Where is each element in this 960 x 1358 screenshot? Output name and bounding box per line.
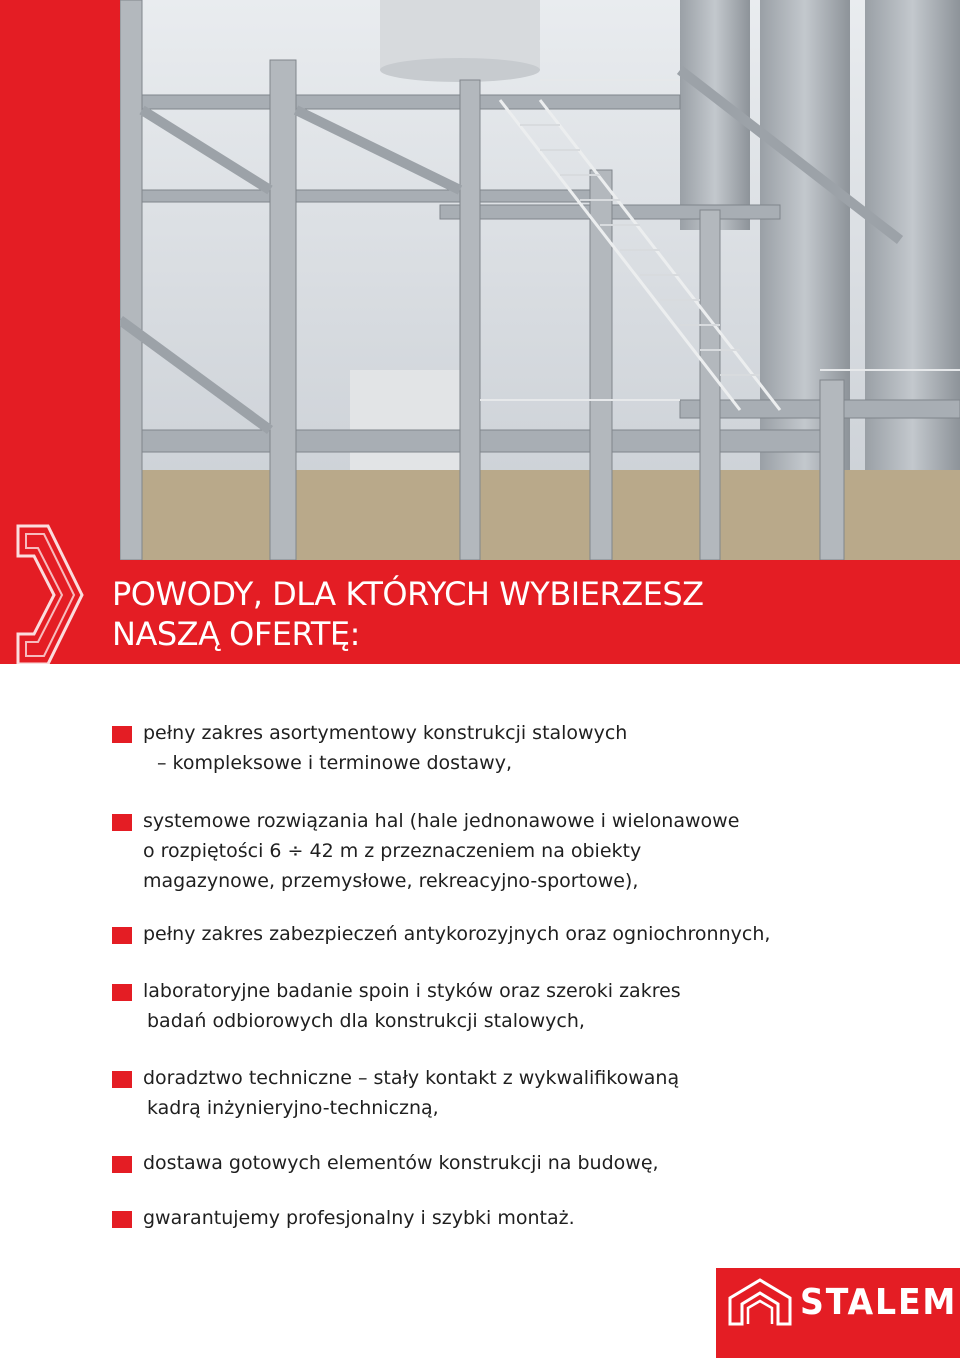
steel-structure-illustration — [120, 0, 960, 560]
headline-line-1: POWODY, DLA KTÓRYCH WYBIERZESZ — [112, 575, 704, 613]
list-item — [112, 919, 912, 949]
stalem-wordmark: STALEM — [800, 1282, 958, 1323]
square-bullet-icon — [112, 1156, 132, 1173]
square-bullet-icon — [112, 726, 132, 743]
steel-structure-photo — [120, 0, 960, 560]
list-item-line: – kompleksowe i terminowe dostawy, — [157, 752, 512, 774]
list-item-line: gwarantujemy profesjonalny i szybki montaż. — [143, 1207, 575, 1229]
list-item-line: pełny zakres zabezpieczeń antykorozyjnych oraz ogniochronnych, — [143, 923, 771, 945]
list-item — [112, 976, 912, 1036]
stalem-logo — [716, 1268, 960, 1358]
reasons-list — [112, 718, 912, 1233]
list-item-line: o rozpiętości 6 ÷ 42 m z przeznaczeniem na obiekty — [143, 840, 642, 862]
list-item — [112, 806, 912, 896]
list-item-line: kadrą inżynieryjno-techniczną, — [147, 1097, 439, 1119]
list-item — [112, 1148, 912, 1178]
list-item-line: dostawa gotowych elementów konstrukcji na budowę, — [143, 1152, 659, 1174]
list-item — [112, 1063, 912, 1123]
square-bullet-icon — [112, 927, 132, 944]
square-bullet-icon — [112, 1071, 132, 1088]
list-item-line: systemowe rozwiązania hal (hale jednonawowe i wielonawowe — [143, 810, 740, 832]
list-item-line: badań odbiorowych dla konstrukcji stalowych, — [147, 1010, 585, 1032]
list-item-line: laboratoryjne badanie spoin i styków oraz szeroki zakres — [143, 980, 681, 1002]
list-item-line: doradztwo techniczne – stały kontakt z wykwalifikowaną — [143, 1067, 680, 1089]
square-bullet-icon — [112, 984, 132, 1001]
headline-title — [112, 574, 704, 654]
list-item-line: magazynowe, przemysłowe, rekreacyjno-sportowe), — [143, 870, 639, 892]
square-bullet-icon — [112, 814, 132, 831]
square-bullet-icon — [112, 1211, 132, 1228]
headline-line-2: NASZĄ OFERTĘ: — [112, 615, 360, 653]
list-item-line: pełny zakres asortymentowy konstrukcji stalowych — [143, 722, 628, 744]
chevron-logo-mark-icon — [14, 522, 86, 668]
list-item — [112, 1203, 912, 1233]
list-item — [112, 718, 912, 778]
stalem-roof-emblem-icon — [726, 1276, 794, 1328]
